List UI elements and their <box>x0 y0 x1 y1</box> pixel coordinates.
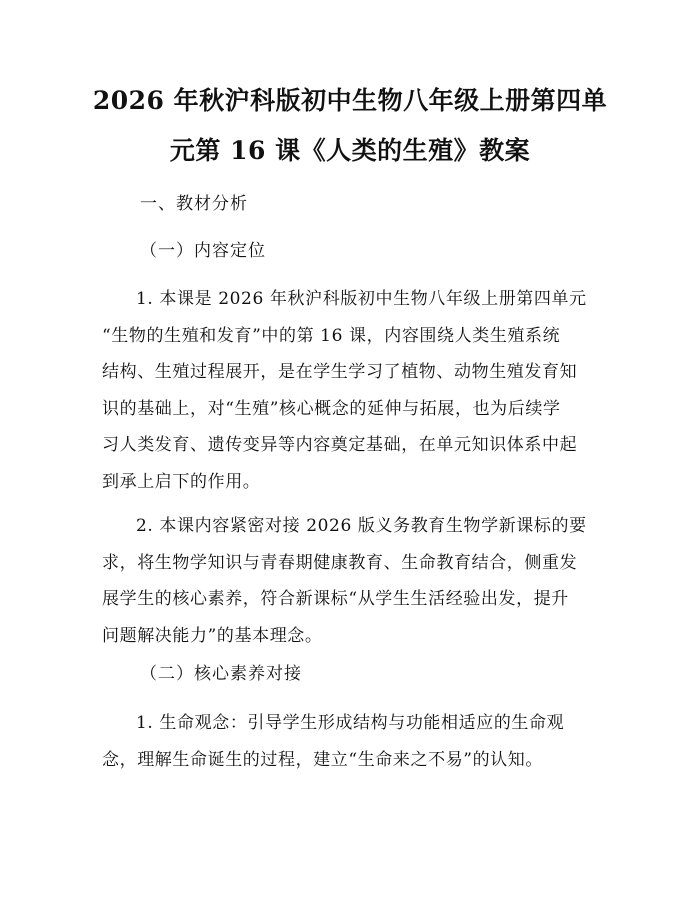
paragraph-line: 展学生的核心素养，符合新课标“从学生生活经验出发，提升 <box>102 589 569 610</box>
subsection-heading-content-positioning: （一）内容定位 <box>140 241 266 261</box>
paragraph-line: “生物的生殖和发育”中的第 16 课，内容围绕人类生殖系统 <box>102 325 561 346</box>
subsection-heading-core-literacy: （二）核心素养对接 <box>140 664 302 684</box>
paragraph-line: 念，理解生命诞生的过程，建立“生命来之不易”的认知。 <box>102 749 543 770</box>
paragraph-line: 问题解决能力”的基本理念。 <box>102 625 323 646</box>
paragraph-3 <box>102 705 602 778</box>
paragraph-line: 求，将生物学知识与青春期健康教育、生命教育结合，侧重发 <box>102 552 578 573</box>
paragraph-line: 结构、生殖过程展开，是在学生学习了植物、动物生殖发育知 <box>102 362 578 383</box>
section-heading-textbook-analysis: 一、教材分析 <box>140 194 248 214</box>
paragraph-2 <box>102 508 602 654</box>
paragraph-line: 2. 本课内容紧密对接 2026 版义务教育生物学新课标的要 <box>136 516 587 536</box>
document-title-line-1: 2026 年秋沪科版初中生物八年级上册第四单 <box>92 86 608 115</box>
paragraph-line: 1. 生命观念：引导学生形成结构与功能相适应的生命观 <box>136 713 565 733</box>
paragraph-line: 习人类发育、遗传变异等内容奠定基础，在单元知识体系中起 <box>102 435 578 456</box>
paragraph-line: 识的基础上，对“生殖”核心概念的延伸与拓展，也为后续学 <box>102 398 561 419</box>
paragraph-line: 到承上启下的作用。 <box>102 471 261 492</box>
document-title-line-2: 元第 16 课《人类的生殖》教案 <box>169 136 531 165</box>
paragraph-1 <box>102 281 602 501</box>
paragraph-line: 1. 本课是 2026 年秋沪科版初中生物八年级上册第四单元 <box>136 289 587 309</box>
